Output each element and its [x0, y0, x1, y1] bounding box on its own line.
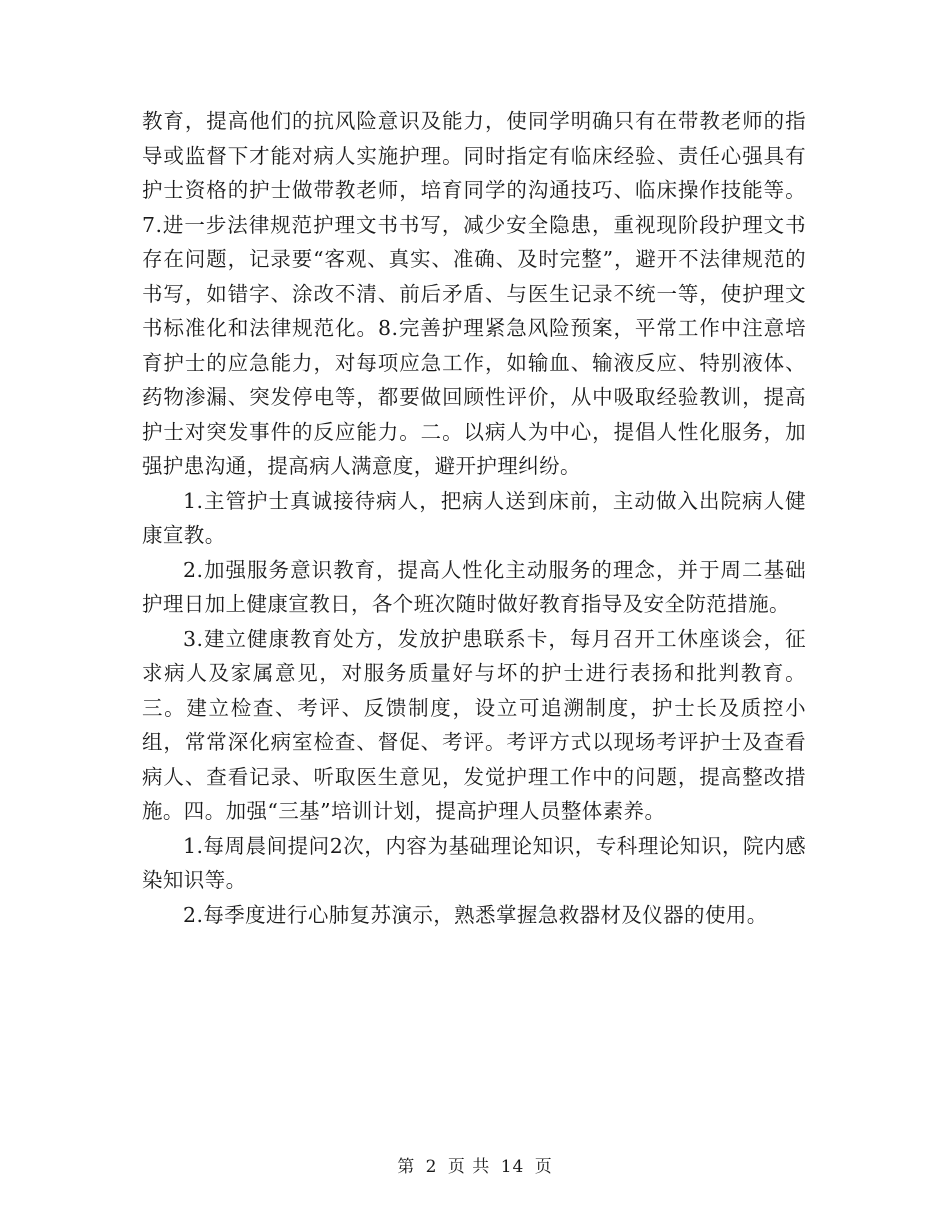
paragraph-4: 3.建立健康教育处方，发放护患联系卡，每月召开工休座谈会，征求病人及家属意见，对服务质量好与坏的护士进行表扬和批判教育。三。建立检查、考评、反馈制度，设立可追溯制度，护士长及质控小组，常常深化病室检查、督促、考评。考评方式以现场考评护士及查看病人、查看记录、听取医生意见，发觉护理工作中的问题，提高整改措施。四。加强“三基”培训计划，提高护理人员整体素养。 — [142, 626, 806, 823]
footer-suffix: 页 — [534, 1157, 553, 1177]
current-page-number: 2 — [425, 1157, 438, 1177]
page-footer — [0, 1152, 950, 1177]
document-body — [142, 104, 806, 932]
paragraph-2: 1.主管护士真诚接待病人，把病人送到床前，主动做入出院病人健康宣教。 — [142, 488, 806, 547]
total-pages-number: 14 — [500, 1157, 525, 1177]
footer-prefix: 第 — [397, 1157, 416, 1177]
footer-middle: 页 共 — [447, 1157, 491, 1177]
paragraph-6: 2.每季度进行心肺复苏演示，熟悉掌握急救器材及仪器的使用。 — [183, 902, 768, 927]
paragraph-1: 教育，提高他们的抗风险意识及能力，使同学明确只有在带教老师的指导或监督下才能对病人实施护理。同时指定有临床经验、责任心强具有护士资格的护士做带教老师，培育同学的沟通技巧、临床操作技能等。7.进一步法律规范护理文书书写，减少安全隐患，重视现阶段护理文书存在问题，记录要“客观、真实、准确、及时完整”，避开不法律规范的书写，如错字、涂改不清、前后矛盾、与医生记录不统一等，使护理文书标准化和法律规范化。8.完善护理紧急风险预案，平常工作中注意培育护士的应急能力，对每项应急工作，如输血、输液反应、特别液体、药物渗漏、突发停电等，都要做回顾性评价，从中吸取经验教训，提高护士对突发事件的反应能力。二。以病人为中心，提倡人性化服务，加强护患沟通，提高病人满意度，避开护理纠纷。 — [142, 109, 806, 478]
paragraph-5: 1.每周晨间提问2次，内容为基础理论知识，专科理论知识，院内感染知识等。 — [142, 833, 806, 892]
paragraph-3: 2.加强服务意识教育，提高人性化主动服务的理念，并于周二基础护理日加上健康宣教日，各个班次随时做好教育指导及安全防范措施。 — [142, 557, 806, 616]
